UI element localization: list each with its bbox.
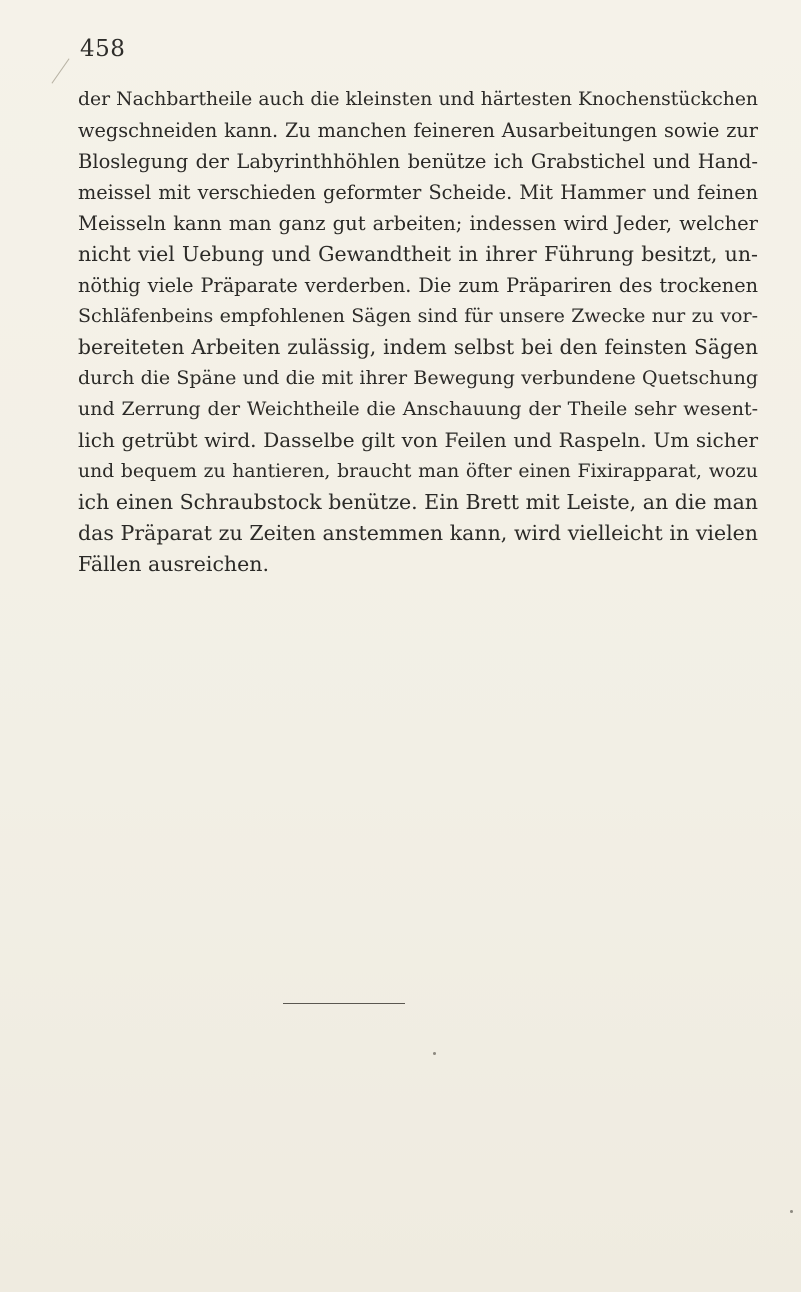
- text-line: lich getrübt wird. Dasselbe gilt von Feilen und Raspeln. Um sicher: [78, 428, 758, 452]
- text-line: und Zerrung der Weichtheile die Anschauung der Theile sehr wesent-: [78, 398, 758, 420]
- text-line: der Nachbartheile auch die kleinsten und härtesten Knochenstückchen: [78, 89, 758, 110]
- text-line: Meisseln kann man ganz gut arbeiten; indessen wird Jeder, welcher: [78, 212, 758, 235]
- pencil-mark: [51, 58, 69, 83]
- body-paragraph: [78, 84, 758, 580]
- paper-speck: [433, 1052, 436, 1055]
- paper-speck: [790, 1210, 793, 1213]
- text-line: bereiteten Arbeiten zulässig, indem selbst bei den feinsten Sägen: [78, 335, 758, 359]
- text-line-last: Fällen ausreichen.: [78, 552, 269, 576]
- text-line: Schläfenbeins empfohlenen Sägen sind für unsere Zwecke nur zu vor-: [78, 305, 758, 327]
- text-line: das Präparat zu Zeiten anstemmen kann, wird vielleicht in vielen: [78, 521, 758, 545]
- section-divider: [283, 1003, 405, 1004]
- text-line: ich einen Schraubstock benütze. Ein Brett mit Leiste, an die man: [78, 490, 758, 514]
- text-line: nicht viel Uebung und Gewandtheit in ihrer Führung besitzt, un-: [78, 242, 758, 266]
- page-number: 458: [80, 36, 126, 62]
- text-line: wegschneiden kann. Zu manchen feineren Ausarbeitungen sowie zur: [78, 119, 758, 142]
- text-line: durch die Späne und die mit ihrer Bewegung verbundene Quetschung: [78, 367, 758, 389]
- text-line: Bloslegung der Labyrinthhöhlen benütze ich Grabstichel und Hand-: [78, 150, 758, 173]
- text-line: nöthig viele Präparate verderben. Die zum Präpariren des trockenen: [78, 274, 758, 297]
- text-line: meissel mit verschieden geformter Scheide. Mit Hammer und feinen: [78, 181, 758, 204]
- text-line: und bequem zu hantieren, braucht man öfter einen Fixirapparat, wozu: [78, 461, 758, 482]
